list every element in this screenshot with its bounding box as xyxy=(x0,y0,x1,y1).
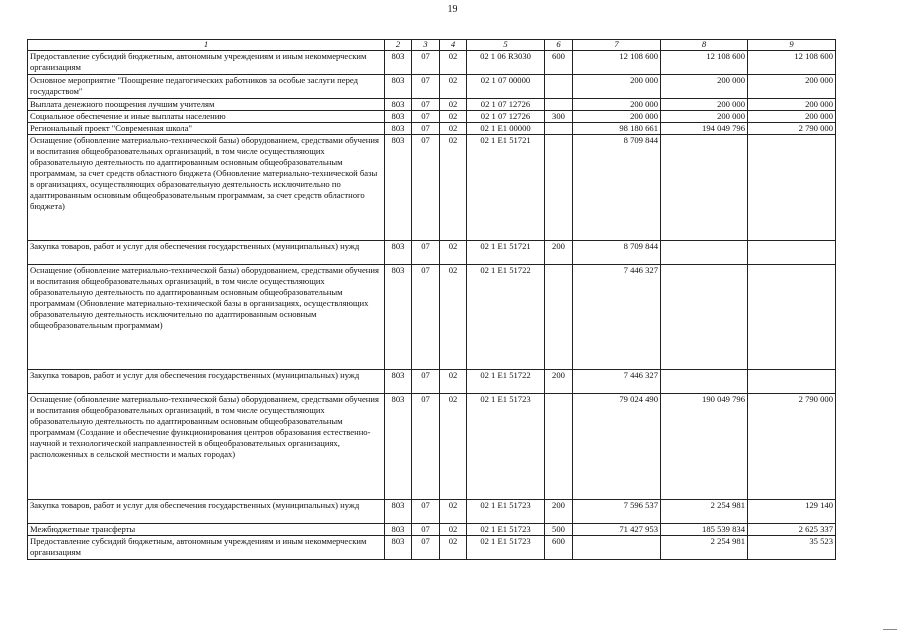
amount-year-3 xyxy=(748,241,836,265)
amount-year-3: 2 625 337 xyxy=(748,524,836,536)
target-article-code: 02 1 E1 51721 xyxy=(467,241,545,265)
amount-year-1: 79 024 490 xyxy=(573,394,661,500)
table-row xyxy=(28,370,836,394)
item-name: Межбюджетные трансферты xyxy=(28,524,385,536)
expense-type-code xyxy=(545,135,573,241)
subsection-code: 02 xyxy=(440,99,467,111)
item-name: Оснащение (обновление материально-технической базы) оборудованием, средствами обучения и воспитания общеобразовательных организаций, в том числе осуществляющих образовательную деятельность по адаптированным основным общеобразовательным программам (Обновление материально-технической базы в организациях, осуществляющих образовательную деятельность исключительно по адаптированным основным общеобразовательным программам) xyxy=(28,265,385,370)
amount-year-2 xyxy=(661,265,748,370)
item-name: Социальное обеспечение и иные выплаты населению xyxy=(28,111,385,123)
subsection-code: 02 xyxy=(440,394,467,500)
target-article-code: 02 1 E1 51722 xyxy=(467,265,545,370)
page-number: 19 xyxy=(447,4,458,15)
column-header: 7 xyxy=(573,40,661,51)
amount-year-1 xyxy=(573,536,661,560)
subsection-code: 02 xyxy=(440,524,467,536)
column-header: 4 xyxy=(440,40,467,51)
expense-type-code: 200 xyxy=(545,241,573,265)
item-name: Предоставление субсидий бюджетным, автономным учреждениям и иным некоммерческим организациям xyxy=(28,536,385,560)
table-row xyxy=(28,99,836,111)
column-header: 3 xyxy=(412,40,440,51)
column-header: 1 xyxy=(28,40,385,51)
item-name: Закупка товаров, работ и услуг для обеспечения государственных (муниципальных) нужд xyxy=(28,500,385,524)
table-row xyxy=(28,241,836,265)
expense-type-code: 600 xyxy=(545,536,573,560)
target-article-code: 02 1 07 12726 xyxy=(467,99,545,111)
ministry-code: 803 xyxy=(385,51,412,75)
amount-year-2: 12 108 600 xyxy=(661,51,748,75)
subsection-code: 02 xyxy=(440,241,467,265)
amount-year-1: 200 000 xyxy=(573,111,661,123)
ministry-code: 803 xyxy=(385,123,412,135)
amount-year-2 xyxy=(661,241,748,265)
table-row xyxy=(28,123,836,135)
amount-year-3: 2 790 000 xyxy=(748,394,836,500)
target-article-code: 02 1 07 12726 xyxy=(467,111,545,123)
target-article-code: 02 1 E1 00000 xyxy=(467,123,545,135)
table-row xyxy=(28,135,836,241)
item-name: Закупка товаров, работ и услуг для обеспечения государственных (муниципальных) нужд xyxy=(28,370,385,394)
target-article-code: 02 1 E1 51723 xyxy=(467,500,545,524)
amount-year-3: 200 000 xyxy=(748,75,836,99)
amount-year-2: 190 049 796 xyxy=(661,394,748,500)
amount-year-3 xyxy=(748,135,836,241)
amount-year-2 xyxy=(661,370,748,394)
amount-year-1: 7 596 537 xyxy=(573,500,661,524)
amount-year-2 xyxy=(661,135,748,241)
table-row xyxy=(28,111,836,123)
item-name: Закупка товаров, работ и услуг для обеспечения государственных (муниципальных) нужд xyxy=(28,241,385,265)
amount-year-1: 8 709 844 xyxy=(573,241,661,265)
budget-table xyxy=(27,39,836,560)
amount-year-1: 98 180 661 xyxy=(573,123,661,135)
amount-year-3: 200 000 xyxy=(748,99,836,111)
section-code: 07 xyxy=(412,75,440,99)
subsection-code: 02 xyxy=(440,135,467,241)
table-row xyxy=(28,500,836,524)
amount-year-3: 200 000 xyxy=(748,111,836,123)
column-header: 2 xyxy=(385,40,412,51)
ministry-code: 803 xyxy=(385,370,412,394)
amount-year-1: 7 446 327 xyxy=(573,265,661,370)
amount-year-3 xyxy=(748,370,836,394)
column-header: 8 xyxy=(661,40,748,51)
section-code: 07 xyxy=(412,265,440,370)
column-number-row xyxy=(28,40,836,51)
expense-type-code: 300 xyxy=(545,111,573,123)
ministry-code: 803 xyxy=(385,536,412,560)
expense-type-code xyxy=(545,123,573,135)
amount-year-1: 200 000 xyxy=(573,75,661,99)
target-article-code: 02 1 E1 51722 xyxy=(467,370,545,394)
section-code: 07 xyxy=(412,99,440,111)
amount-year-2: 2 254 981 xyxy=(661,500,748,524)
column-header: 6 xyxy=(545,40,573,51)
target-article-code: 02 1 E1 51721 xyxy=(467,135,545,241)
subsection-code: 02 xyxy=(440,123,467,135)
amount-year-2: 2 254 981 xyxy=(661,536,748,560)
amount-year-1: 71 427 953 xyxy=(573,524,661,536)
section-code: 07 xyxy=(412,536,440,560)
expense-type-code: 200 xyxy=(545,500,573,524)
expense-type-code: 200 xyxy=(545,370,573,394)
item-name: Предоставление субсидий бюджетным, автономным учреждениям и иным некоммерческим организациям xyxy=(28,51,385,75)
amount-year-1: 12 108 600 xyxy=(573,51,661,75)
section-code: 07 xyxy=(412,370,440,394)
ministry-code: 803 xyxy=(385,135,412,241)
amount-year-3: 2 790 000 xyxy=(748,123,836,135)
ministry-code: 803 xyxy=(385,394,412,500)
target-article-code: 02 1 E1 51723 xyxy=(467,536,545,560)
item-name: Выплата денежного поощрения лучшим учителям xyxy=(28,99,385,111)
section-code: 07 xyxy=(412,135,440,241)
ministry-code: 803 xyxy=(385,524,412,536)
table-row xyxy=(28,265,836,370)
table-row xyxy=(28,394,836,500)
section-code: 07 xyxy=(412,111,440,123)
ministry-code: 803 xyxy=(385,500,412,524)
ministry-code: 803 xyxy=(385,99,412,111)
amount-year-3: 129 140 xyxy=(748,500,836,524)
item-name: Оснащение (обновление материально-технической базы) оборудованием, средствами обучения и воспитания общеобразовательных организаций, в том числе осуществляющих образовательную деятельность по адаптированным основным общеобразовательным программам (Создание и обеспечение функционирования центров образования естественно-научной и технологической направленностей в общеобразовательных организациях, расположенных в сельской местности и малых городах) xyxy=(28,394,385,500)
ministry-code: 803 xyxy=(385,75,412,99)
subsection-code: 02 xyxy=(440,265,467,370)
expense-type-code xyxy=(545,265,573,370)
amount-year-3: 35 523 xyxy=(748,536,836,560)
ministry-code: 803 xyxy=(385,241,412,265)
amount-year-2: 200 000 xyxy=(661,99,748,111)
target-article-code: 02 1 E1 51723 xyxy=(467,394,545,500)
subsection-code: 02 xyxy=(440,370,467,394)
subsection-code: 02 xyxy=(440,500,467,524)
section-code: 07 xyxy=(412,524,440,536)
amount-year-2: 185 539 834 xyxy=(661,524,748,536)
amount-year-1: 200 000 xyxy=(573,99,661,111)
item-name: Оснащение (обновление материально-технической базы) оборудованием, средствами обучения и воспитания общеобразовательных организаций, в том числе осуществляющих образовательную деятельность по адаптированным основным общеобразовательным программам, за счет средств областного бюджета (Обновление материально-технической базы в организациях, осуществляющих образовательную деятельность исключительно по адаптированным основным общеобразовательным программам, за счет средств областного бюджета) xyxy=(28,135,385,241)
target-article-code: 02 1 E1 51723 xyxy=(467,524,545,536)
expense-type-code: 500 xyxy=(545,524,573,536)
amount-year-2: 194 049 796 xyxy=(661,123,748,135)
amount-year-2: 200 000 xyxy=(661,75,748,99)
amount-year-1: 7 446 327 xyxy=(573,370,661,394)
table-row xyxy=(28,536,836,560)
amount-year-3: 12 108 600 xyxy=(748,51,836,75)
table-row xyxy=(28,51,836,75)
subsection-code: 02 xyxy=(440,51,467,75)
column-header: 9 xyxy=(748,40,836,51)
section-code: 07 xyxy=(412,123,440,135)
amount-year-3 xyxy=(748,265,836,370)
amount-year-2: 200 000 xyxy=(661,111,748,123)
ministry-code: 803 xyxy=(385,265,412,370)
section-code: 07 xyxy=(412,394,440,500)
scan-mark xyxy=(883,629,897,634)
expense-type-code: 600 xyxy=(545,51,573,75)
target-article-code: 02 1 06 R3030 xyxy=(467,51,545,75)
item-name: Основное мероприятие "Поощрение педагогических работников за особые заслуги перед государством" xyxy=(28,75,385,99)
target-article-code: 02 1 07 00000 xyxy=(467,75,545,99)
expense-type-code xyxy=(545,75,573,99)
subsection-code: 02 xyxy=(440,111,467,123)
expense-type-code xyxy=(545,394,573,500)
subsection-code: 02 xyxy=(440,536,467,560)
subsection-code: 02 xyxy=(440,75,467,99)
item-name: Региональный проект "Современная школа" xyxy=(28,123,385,135)
column-header: 5 xyxy=(467,40,545,51)
section-code: 07 xyxy=(412,241,440,265)
section-code: 07 xyxy=(412,51,440,75)
expense-type-code xyxy=(545,99,573,111)
table-row xyxy=(28,524,836,536)
ministry-code: 803 xyxy=(385,111,412,123)
section-code: 07 xyxy=(412,500,440,524)
table-row xyxy=(28,75,836,99)
amount-year-1: 8 709 844 xyxy=(573,135,661,241)
